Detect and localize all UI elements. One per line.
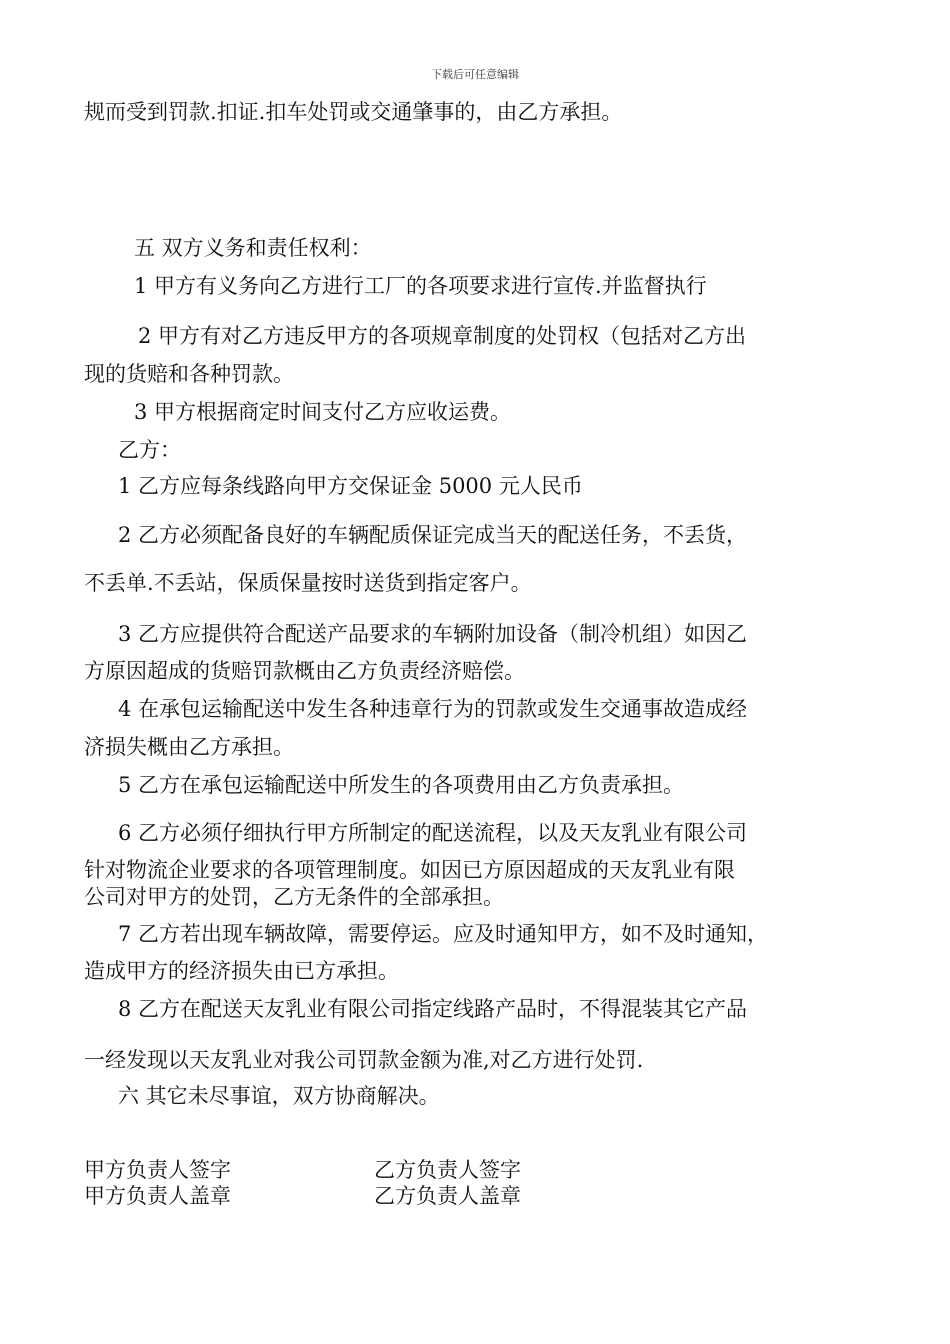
section-heading: 五 双方义务和责任权利：: [134, 236, 372, 260]
party-a-seal-label: 甲方负责人盖章: [84, 1184, 231, 1208]
paragraph-line: 造成甲方的经济损失由已方承担。: [84, 959, 399, 983]
paragraph-line: 方原因超成的货赔罚款概由乙方负责经济赔偿。: [84, 659, 525, 683]
paragraph-line: 规而受到罚款.扣证.扣车处罚或交通肇事的，由乙方承担。: [84, 100, 623, 124]
paragraph-line: 3 乙方应提供符合配送产品要求的车辆附加设备（制冷机组）如因乙: [118, 622, 748, 646]
party-b-seal-label: 乙方负责人盖章: [374, 1184, 521, 1208]
paragraph-line: 公司对甲方的处罚，乙方无条件的全部承担。: [84, 885, 504, 909]
page-header: 下载后可任意编辑: [431, 68, 519, 81]
party-b-sign-label: 乙方负责人签字: [374, 1158, 521, 1182]
paragraph-line: 6 乙方必须仔细执行甲方所制定的配送流程，以及天友乳业有限公司: [118, 821, 748, 845]
paragraph-line: 7 乙方若出现车辆故障，需要停运。应及时通知甲方，如不及时通知，: [118, 922, 769, 946]
paragraph-line: 不丢单.不丢站，保质保量按时送货到指定客户。: [84, 571, 532, 595]
signature-row: [84, 1157, 521, 1183]
paragraph-line: 3 甲方根据商定时间支付乙方应收运费。: [134, 400, 512, 424]
paragraph-line: 针对物流企业要求的各项管理制度。如因已方原因超成的天友乳业有限: [84, 858, 735, 882]
seal-row: [84, 1183, 521, 1209]
paragraph-line: 一经发现以天友乳业对我公司罚款金额为准,对乙方进行处罚.: [84, 1048, 644, 1072]
paragraph-line: 现的货赔和各种罚款。: [84, 362, 294, 386]
paragraph-line: 2 乙方必须配备良好的车辆配质保证完成当天的配送任务，不丢货，: [118, 523, 748, 547]
paragraph-line: 济损失概由乙方承担。: [84, 735, 294, 759]
paragraph-line: 1 乙方应每条线路向甲方交保证金 5000 元人民币: [118, 474, 583, 498]
paragraph-line: 1 甲方有义务向乙方进行工厂的各项要求进行宣传.并监督执行: [134, 274, 707, 298]
section-heading: 乙方：: [118, 438, 181, 462]
party-a-sign-label: 甲方负责人签字: [84, 1158, 231, 1182]
section-heading: 六 其它未尽事谊，双方协商解决。: [118, 1084, 440, 1108]
paragraph-line: 8 乙方在配送天友乳业有限公司指定线路产品时，不得混装其它产品: [118, 997, 748, 1021]
paragraph-line: 5 乙方在承包运输配送中所发生的各项费用由乙方负责承担。: [118, 773, 685, 797]
paragraph-line: 4 在承包运输配送中发生各种违章行为的罚款或发生交通事故造成经: [118, 697, 748, 721]
paragraph-line: 2 甲方有对乙方违反甲方的各项规章制度的处罚权（包括对乙方出: [138, 324, 747, 348]
